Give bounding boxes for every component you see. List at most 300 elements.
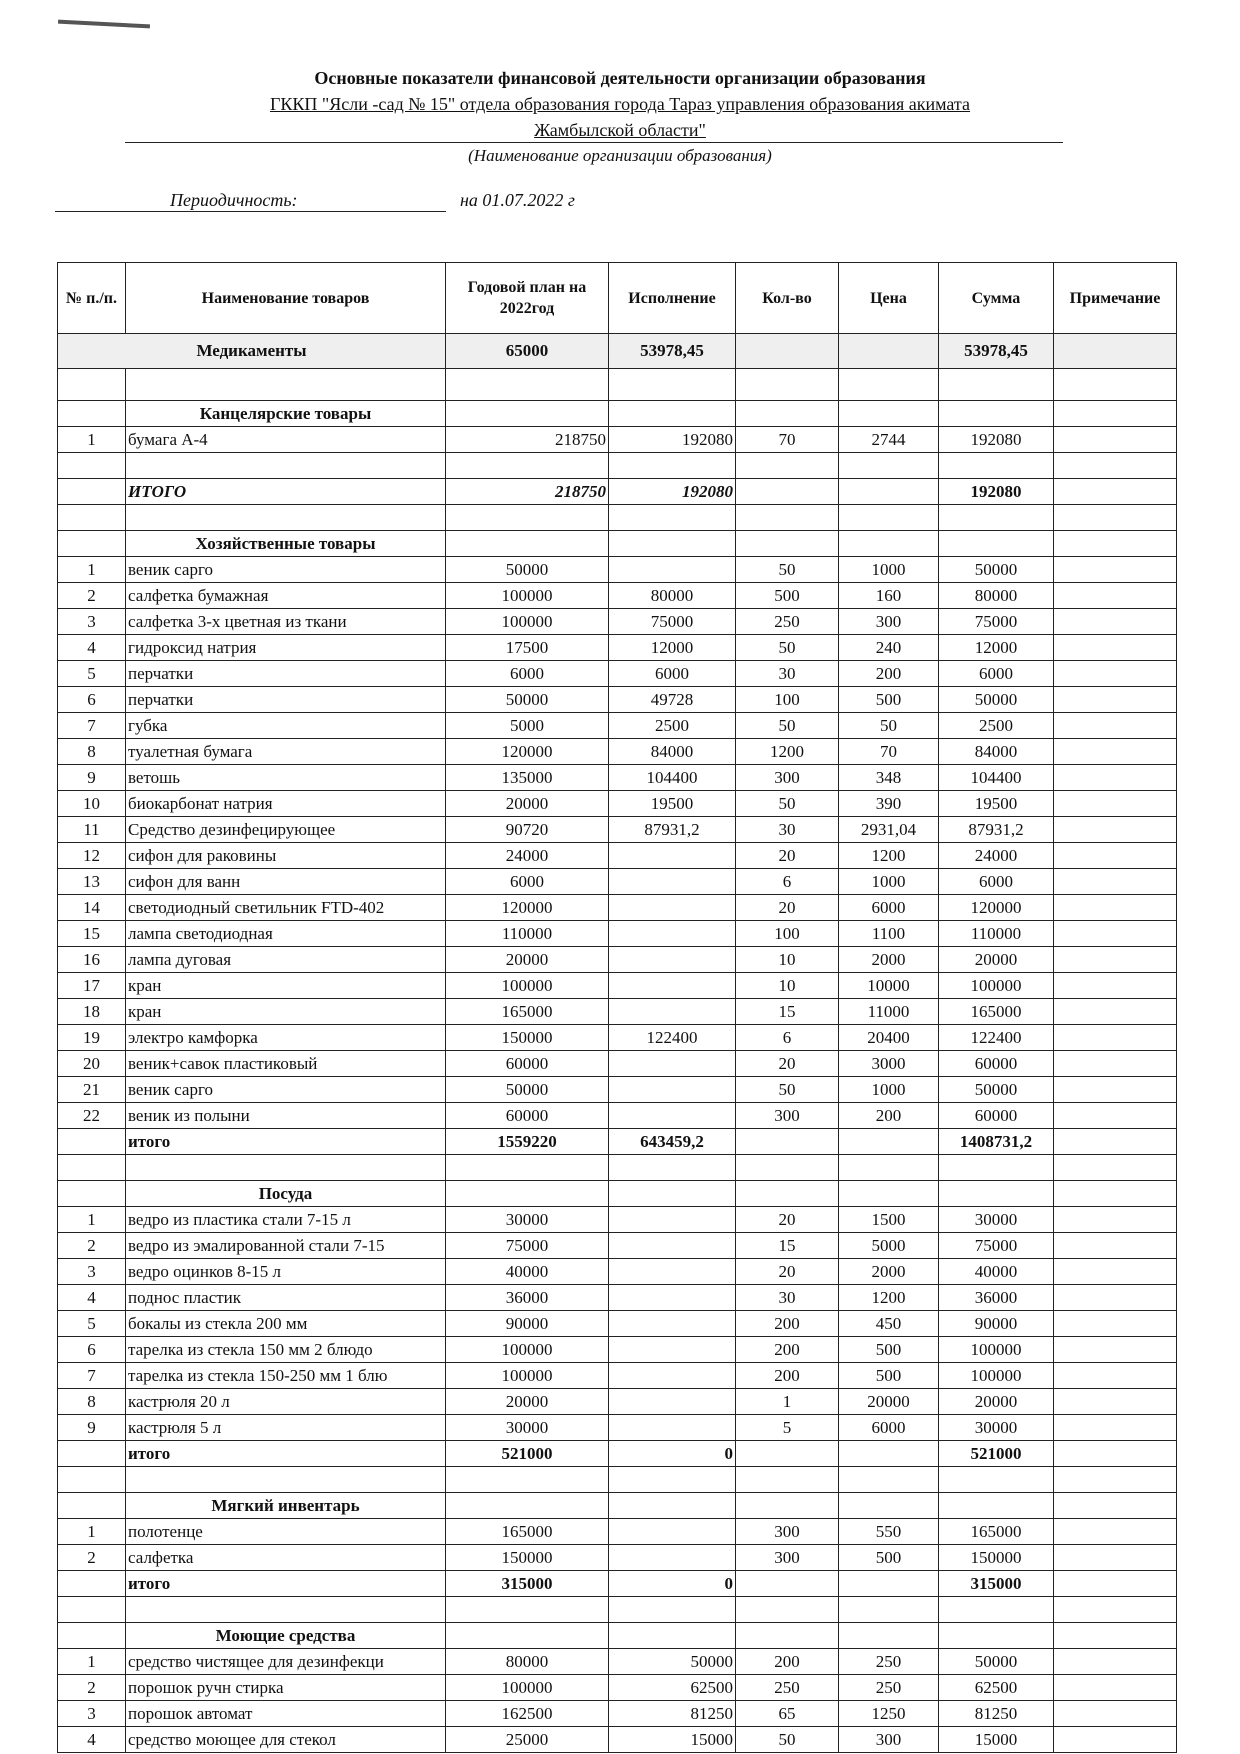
org-name-line2: Жамбылской области" — [534, 120, 706, 140]
item-price: 1200 — [839, 843, 939, 869]
org-name-line1: ГККП "Ясли -сад № 15" отдела образования города Тараз управления образования акимата — [270, 94, 970, 114]
empty-cell — [1054, 1571, 1177, 1597]
item-sum: 2500 — [939, 713, 1054, 739]
item-note — [1054, 947, 1177, 973]
empty-cell — [1054, 1467, 1177, 1493]
item-sum: 50000 — [939, 557, 1054, 583]
total-exec: 643459,2 — [609, 1129, 736, 1155]
item-name: поднос пластик — [126, 1285, 446, 1311]
table-row — [58, 739, 1177, 765]
table-row — [58, 921, 1177, 947]
item-plan: 100000 — [446, 583, 609, 609]
empty-cell — [1054, 1129, 1177, 1155]
empty-cell — [939, 1623, 1054, 1649]
item-sum: 15000 — [939, 1727, 1054, 1753]
item-qty: 15 — [736, 999, 839, 1025]
section-title-row — [58, 531, 1177, 557]
empty-cell — [446, 505, 609, 531]
item-note — [1054, 895, 1177, 921]
table-body — [58, 334, 1177, 1753]
empty-cell — [446, 531, 609, 557]
item-number: 3 — [58, 1701, 126, 1727]
item-number: 4 — [58, 1727, 126, 1753]
empty-cell — [446, 1467, 609, 1493]
item-qty: 10 — [736, 947, 839, 973]
item-exec: 6000 — [609, 661, 736, 687]
table-row — [58, 843, 1177, 869]
item-sum: 50000 — [939, 1649, 1054, 1675]
item-qty: 20 — [736, 843, 839, 869]
table-row — [58, 1051, 1177, 1077]
table-row — [58, 1337, 1177, 1363]
total-plan: 521000 — [446, 1441, 609, 1467]
item-qty: 20 — [736, 1207, 839, 1233]
item-plan: 100000 — [446, 609, 609, 635]
item-name: веник сарго — [126, 557, 446, 583]
item-sum: 192080 — [939, 427, 1054, 453]
item-name: кастрюля 20 л — [126, 1389, 446, 1415]
item-number: 9 — [58, 1415, 126, 1441]
item-note — [1054, 999, 1177, 1025]
period-label: Периодичность: — [170, 190, 298, 210]
item-sum: 150000 — [939, 1545, 1054, 1571]
item-plan: 75000 — [446, 1233, 609, 1259]
table-row — [58, 1285, 1177, 1311]
item-name: средство чистящее для дезинфекци — [126, 1649, 446, 1675]
empty-cell — [839, 1129, 939, 1155]
item-name: губка — [126, 713, 446, 739]
item-plan: 218750 — [446, 427, 609, 453]
item-exec: 19500 — [609, 791, 736, 817]
col-header-num: № п./п. — [58, 263, 126, 334]
table-row — [58, 1363, 1177, 1389]
item-exec — [609, 1077, 736, 1103]
section-title-row — [58, 1493, 1177, 1519]
item-plan: 120000 — [446, 739, 609, 765]
item-name: кастрюля 5 л — [126, 1415, 446, 1441]
item-qty: 500 — [736, 583, 839, 609]
blank-row — [58, 1155, 1177, 1181]
item-note — [1054, 557, 1177, 583]
item-plan: 60000 — [446, 1103, 609, 1129]
empty-cell — [736, 1441, 839, 1467]
item-sum: 122400 — [939, 1025, 1054, 1051]
item-number: 2 — [58, 583, 126, 609]
item-number: 2 — [58, 1675, 126, 1701]
empty-cell — [446, 401, 609, 427]
empty-cell — [736, 1493, 839, 1519]
item-price: 200 — [839, 1103, 939, 1129]
item-price: 6000 — [839, 1415, 939, 1441]
item-note — [1054, 921, 1177, 947]
item-sum: 100000 — [939, 973, 1054, 999]
empty-cell — [609, 453, 736, 479]
item-sum: 50000 — [939, 1077, 1054, 1103]
item-sum: 30000 — [939, 1207, 1054, 1233]
item-note — [1054, 843, 1177, 869]
empty-cell — [736, 505, 839, 531]
item-exec — [609, 1285, 736, 1311]
medicines-name: Медикаменты — [58, 334, 446, 369]
empty-cell — [839, 401, 939, 427]
item-name: кран — [126, 999, 446, 1025]
item-price: 160 — [839, 583, 939, 609]
item-note — [1054, 1207, 1177, 1233]
item-qty: 6 — [736, 869, 839, 895]
blank-row — [58, 1467, 1177, 1493]
item-price: 2744 — [839, 427, 939, 453]
item-plan: 110000 — [446, 921, 609, 947]
item-qty: 20 — [736, 895, 839, 921]
item-qty: 100 — [736, 687, 839, 713]
total-exec: 192080 — [609, 479, 736, 505]
table-row — [58, 1207, 1177, 1233]
total-sum: 521000 — [939, 1441, 1054, 1467]
item-note — [1054, 609, 1177, 635]
item-note — [1054, 1519, 1177, 1545]
item-note — [1054, 1025, 1177, 1051]
item-qty: 50 — [736, 713, 839, 739]
item-price: 348 — [839, 765, 939, 791]
total-plan: 1559220 — [446, 1129, 609, 1155]
table-row — [58, 583, 1177, 609]
item-number: 19 — [58, 1025, 126, 1051]
item-note — [1054, 1649, 1177, 1675]
item-price: 11000 — [839, 999, 939, 1025]
item-price: 3000 — [839, 1051, 939, 1077]
empty-cell — [939, 453, 1054, 479]
item-plan: 150000 — [446, 1545, 609, 1571]
empty-cell — [58, 1571, 126, 1597]
item-name: лампа дуговая — [126, 947, 446, 973]
item-sum: 36000 — [939, 1285, 1054, 1311]
section-title-row — [58, 1623, 1177, 1649]
empty-cell — [939, 401, 1054, 427]
item-qty: 1200 — [736, 739, 839, 765]
item-qty: 200 — [736, 1363, 839, 1389]
item-price: 2931,04 — [839, 817, 939, 843]
table-row — [58, 817, 1177, 843]
item-exec — [609, 1363, 736, 1389]
item-plan: 30000 — [446, 1415, 609, 1441]
item-sum: 24000 — [939, 843, 1054, 869]
item-plan: 150000 — [446, 1025, 609, 1051]
item-exec — [609, 1103, 736, 1129]
table-row — [58, 765, 1177, 791]
item-plan: 5000 — [446, 713, 609, 739]
item-name: веник+савок пластиковый — [126, 1051, 446, 1077]
empty-cell — [939, 1597, 1054, 1623]
table-row — [58, 1233, 1177, 1259]
col-header-price: Цена — [839, 263, 939, 334]
item-price: 1250 — [839, 1701, 939, 1727]
item-note — [1054, 1285, 1177, 1311]
item-exec: 50000 — [609, 1649, 736, 1675]
total-sum: 315000 — [939, 1571, 1054, 1597]
table-row — [58, 713, 1177, 739]
item-qty: 250 — [736, 609, 839, 635]
item-exec — [609, 1415, 736, 1441]
item-number: 5 — [58, 1311, 126, 1337]
empty-cell — [736, 1129, 839, 1155]
item-note — [1054, 427, 1177, 453]
empty-cell — [126, 505, 446, 531]
empty-cell — [58, 453, 126, 479]
item-exec: 49728 — [609, 687, 736, 713]
item-exec — [609, 1389, 736, 1415]
empty-cell — [1054, 479, 1177, 505]
item-qty: 100 — [736, 921, 839, 947]
item-plan: 6000 — [446, 869, 609, 895]
table-row — [58, 999, 1177, 1025]
item-price: 1100 — [839, 921, 939, 947]
item-price: 2000 — [839, 1259, 939, 1285]
item-number: 3 — [58, 1259, 126, 1285]
item-note — [1054, 687, 1177, 713]
table-row — [58, 609, 1177, 635]
table-row — [58, 1077, 1177, 1103]
empty-cell — [58, 1597, 126, 1623]
item-note — [1054, 1389, 1177, 1415]
table-row — [58, 1025, 1177, 1051]
item-number: 15 — [58, 921, 126, 947]
blank-row — [58, 505, 1177, 531]
item-qty: 300 — [736, 1519, 839, 1545]
item-name: порошок автомат — [126, 1701, 446, 1727]
item-sum: 60000 — [939, 1103, 1054, 1129]
empty-cell — [939, 531, 1054, 557]
table-row — [58, 1311, 1177, 1337]
item-price: 300 — [839, 609, 939, 635]
item-qty: 50 — [736, 1077, 839, 1103]
item-number: 4 — [58, 635, 126, 661]
section-title-row — [58, 1181, 1177, 1207]
item-qty: 10 — [736, 973, 839, 999]
item-name: гидроксид натрия — [126, 635, 446, 661]
blank-row — [58, 453, 1177, 479]
empty-cell — [839, 505, 939, 531]
item-price: 1000 — [839, 869, 939, 895]
item-exec — [609, 1311, 736, 1337]
item-qty: 20 — [736, 1259, 839, 1285]
item-plan: 30000 — [446, 1207, 609, 1233]
empty-cell — [446, 1493, 609, 1519]
item-plan: 120000 — [446, 895, 609, 921]
item-name: салфетка бумажная — [126, 583, 446, 609]
item-note — [1054, 1675, 1177, 1701]
item-number: 6 — [58, 687, 126, 713]
table-row — [58, 1389, 1177, 1415]
empty-cell — [58, 1467, 126, 1493]
item-plan: 6000 — [446, 661, 609, 687]
item-note — [1054, 1727, 1177, 1753]
item-qty: 65 — [736, 1701, 839, 1727]
item-exec: 84000 — [609, 739, 736, 765]
section-title: Моющие средства — [126, 1623, 446, 1649]
item-price: 500 — [839, 1545, 939, 1571]
item-name: лампа светодиодная — [126, 921, 446, 947]
finance-table — [57, 262, 1177, 1753]
item-sum: 165000 — [939, 1519, 1054, 1545]
item-exec — [609, 921, 736, 947]
item-number: 2 — [58, 1233, 126, 1259]
item-exec — [609, 869, 736, 895]
item-note — [1054, 1311, 1177, 1337]
blank-row — [58, 1597, 1177, 1623]
item-name: биокарбонат натрия — [126, 791, 446, 817]
col-header-name: Наименование товаров — [126, 263, 446, 334]
empty-cell — [1054, 1493, 1177, 1519]
item-number: 1 — [58, 1519, 126, 1545]
item-name: сифон для раковины — [126, 843, 446, 869]
empty-cell — [839, 453, 939, 479]
item-note — [1054, 661, 1177, 687]
empty-cell — [609, 1467, 736, 1493]
item-exec — [609, 557, 736, 583]
item-plan: 165000 — [446, 1519, 609, 1545]
item-number: 1 — [58, 1207, 126, 1233]
item-number: 13 — [58, 869, 126, 895]
item-exec — [609, 947, 736, 973]
empty-cell — [939, 1467, 1054, 1493]
empty-cell — [609, 1623, 736, 1649]
item-price: 50 — [839, 713, 939, 739]
item-note — [1054, 1233, 1177, 1259]
period-underline — [55, 211, 446, 212]
col-header-sum: Сумма — [939, 263, 1054, 334]
item-sum: 75000 — [939, 609, 1054, 635]
empty-cell — [1054, 1623, 1177, 1649]
item-plan: 40000 — [446, 1259, 609, 1285]
table-row — [58, 557, 1177, 583]
item-exec: 192080 — [609, 427, 736, 453]
item-qty: 6 — [736, 1025, 839, 1051]
item-sum: 30000 — [939, 1415, 1054, 1441]
item-plan: 20000 — [446, 791, 609, 817]
total-exec: 0 — [609, 1571, 736, 1597]
empty-cell — [58, 401, 126, 427]
item-price: 500 — [839, 687, 939, 713]
item-name: туалетная бумага — [126, 739, 446, 765]
empty-cell — [939, 1181, 1054, 1207]
item-name: салфетка — [126, 1545, 446, 1571]
empty-cell — [839, 1181, 939, 1207]
item-name: ведро из эмалированной стали 7-15 — [126, 1233, 446, 1259]
empty-cell — [1054, 453, 1177, 479]
empty-cell — [736, 479, 839, 505]
item-number: 17 — [58, 973, 126, 999]
blank-row — [58, 369, 1177, 401]
total-sum: 1408731,2 — [939, 1129, 1054, 1155]
section-title: Мягкий инвентарь — [126, 1493, 446, 1519]
empty-cell — [58, 1441, 126, 1467]
item-sum: 62500 — [939, 1675, 1054, 1701]
section-title-row — [58, 401, 1177, 427]
empty-cell — [1054, 531, 1177, 557]
medicines-sum: 53978,45 — [939, 334, 1054, 369]
item-price: 240 — [839, 635, 939, 661]
item-name: порошок ручн стирка — [126, 1675, 446, 1701]
item-exec — [609, 999, 736, 1025]
item-note — [1054, 973, 1177, 999]
item-name: тарелка из стекла 150-250 мм 1 блю — [126, 1363, 446, 1389]
item-exec: 122400 — [609, 1025, 736, 1051]
total-row — [58, 479, 1177, 505]
item-number: 8 — [58, 739, 126, 765]
item-sum: 80000 — [939, 583, 1054, 609]
item-note — [1054, 1415, 1177, 1441]
item-plan: 100000 — [446, 1363, 609, 1389]
empty-cell — [1054, 505, 1177, 531]
section-title: Канцелярские товары — [126, 401, 446, 427]
item-plan: 165000 — [446, 999, 609, 1025]
col-header-exec: Исполнение — [609, 263, 736, 334]
item-price: 550 — [839, 1519, 939, 1545]
empty-cell — [58, 1181, 126, 1207]
item-note — [1054, 1545, 1177, 1571]
empty-cell — [609, 531, 736, 557]
item-exec — [609, 1207, 736, 1233]
item-sum: 50000 — [939, 687, 1054, 713]
item-number: 20 — [58, 1051, 126, 1077]
item-plan: 60000 — [446, 1051, 609, 1077]
item-price: 500 — [839, 1363, 939, 1389]
item-qty: 5 — [736, 1415, 839, 1441]
item-name: перчатки — [126, 687, 446, 713]
item-price: 300 — [839, 1727, 939, 1753]
item-exec — [609, 1051, 736, 1077]
item-exec — [609, 1337, 736, 1363]
total-exec: 0 — [609, 1441, 736, 1467]
item-qty: 300 — [736, 1545, 839, 1571]
empty-cell — [58, 1155, 126, 1181]
item-price: 390 — [839, 791, 939, 817]
item-plan: 24000 — [446, 843, 609, 869]
item-name: перчатки — [126, 661, 446, 687]
item-price: 1200 — [839, 1285, 939, 1311]
item-name: ведро оцинков 8-15 л — [126, 1259, 446, 1285]
org-underline — [125, 142, 1063, 143]
org-caption: (Наименование организации образования) — [468, 146, 772, 165]
empty-cell — [736, 401, 839, 427]
item-number: 12 — [58, 843, 126, 869]
item-number: 1 — [58, 557, 126, 583]
item-plan: 100000 — [446, 1337, 609, 1363]
item-price: 250 — [839, 1649, 939, 1675]
empty-cell — [609, 1181, 736, 1207]
item-name: ведро из пластика стали 7-15 л — [126, 1207, 446, 1233]
item-plan: 20000 — [446, 947, 609, 973]
item-sum: 100000 — [939, 1363, 1054, 1389]
empty-cell — [58, 1623, 126, 1649]
empty-cell — [736, 453, 839, 479]
item-sum: 60000 — [939, 1051, 1054, 1077]
col-header-plan: Годовой план на 2022год — [446, 263, 609, 334]
item-plan: 25000 — [446, 1727, 609, 1753]
table-row — [58, 1415, 1177, 1441]
item-name: тарелка из стекла 150 мм 2 блюдо — [126, 1337, 446, 1363]
item-price: 6000 — [839, 895, 939, 921]
empty-cell — [839, 1597, 939, 1623]
total-sum: 192080 — [939, 479, 1054, 505]
item-plan: 135000 — [446, 765, 609, 791]
empty-cell — [839, 1493, 939, 1519]
table-row — [58, 635, 1177, 661]
item-exec: 62500 — [609, 1675, 736, 1701]
item-price: 500 — [839, 1337, 939, 1363]
total-label: итого — [126, 1441, 446, 1467]
table-row — [58, 1701, 1177, 1727]
